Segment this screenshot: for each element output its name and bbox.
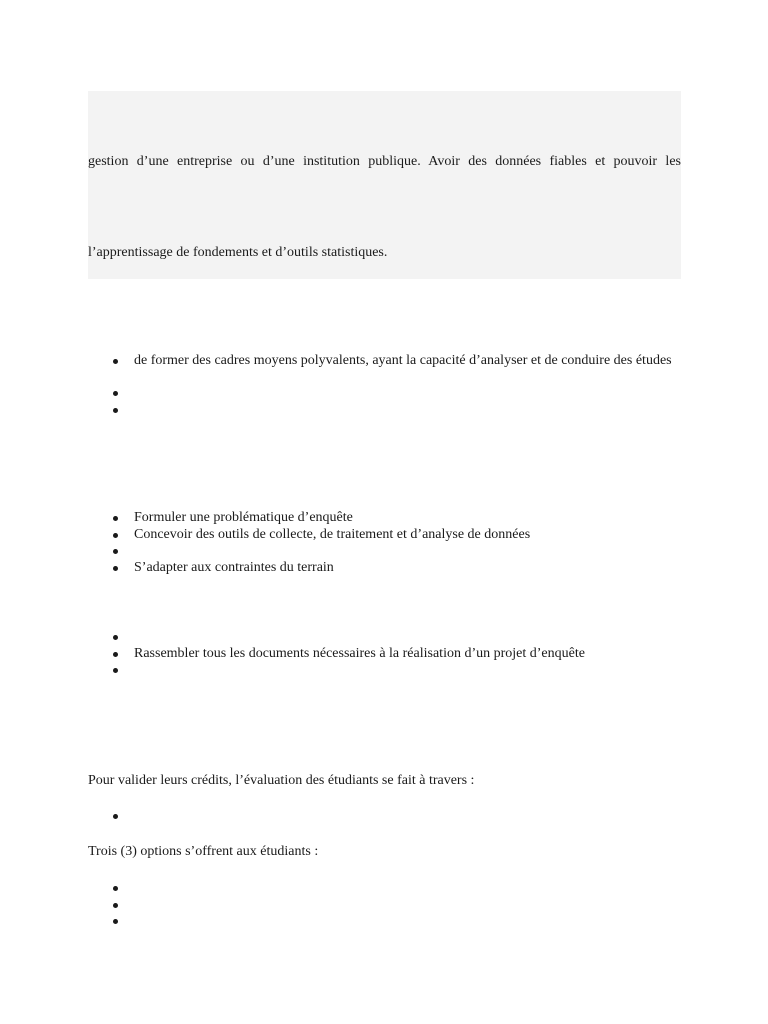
list-item	[88, 808, 134, 825]
list-item	[88, 543, 530, 560]
intro-line-1: gestion d’une entreprise ou d’une institution publique. Avoir des données fiables et pouvoir les	[88, 154, 681, 169]
list-item	[88, 662, 585, 679]
list-item	[88, 385, 134, 402]
documents-list	[88, 629, 585, 679]
list-item	[88, 880, 134, 897]
list-item: Formuler une problématique d’enquête	[88, 510, 530, 527]
list-item	[88, 897, 134, 914]
skills-list	[88, 510, 530, 577]
intro-line-2: l’apprentissage de fondements et d’outils statistiques.	[88, 245, 388, 260]
list-item: S’adapter aux contraintes du terrain	[88, 560, 530, 577]
list-item	[88, 913, 134, 930]
list-item: Concevoir des outils de collecte, de traitement et d’analyse de données	[88, 527, 530, 544]
objectives-list	[88, 353, 672, 370]
evaluation-list	[88, 808, 134, 825]
options-list	[88, 880, 134, 930]
list-item	[88, 629, 585, 646]
list-item	[88, 402, 134, 419]
options-paragraph: Trois (3) options s’offrent aux étudiants :	[88, 844, 319, 859]
list-item: Rassembler tous les documents nécessaires à la réalisation d’un projet d’enquête	[88, 646, 585, 663]
list-item: de former des cadres moyens polyvalents, ayant la capacité d’analyser et de conduire des études	[88, 353, 672, 370]
objectives-list-continued	[88, 385, 134, 418]
evaluation-paragraph: Pour valider leurs crédits, l’évaluation des étudiants se fait à travers :	[88, 773, 475, 788]
